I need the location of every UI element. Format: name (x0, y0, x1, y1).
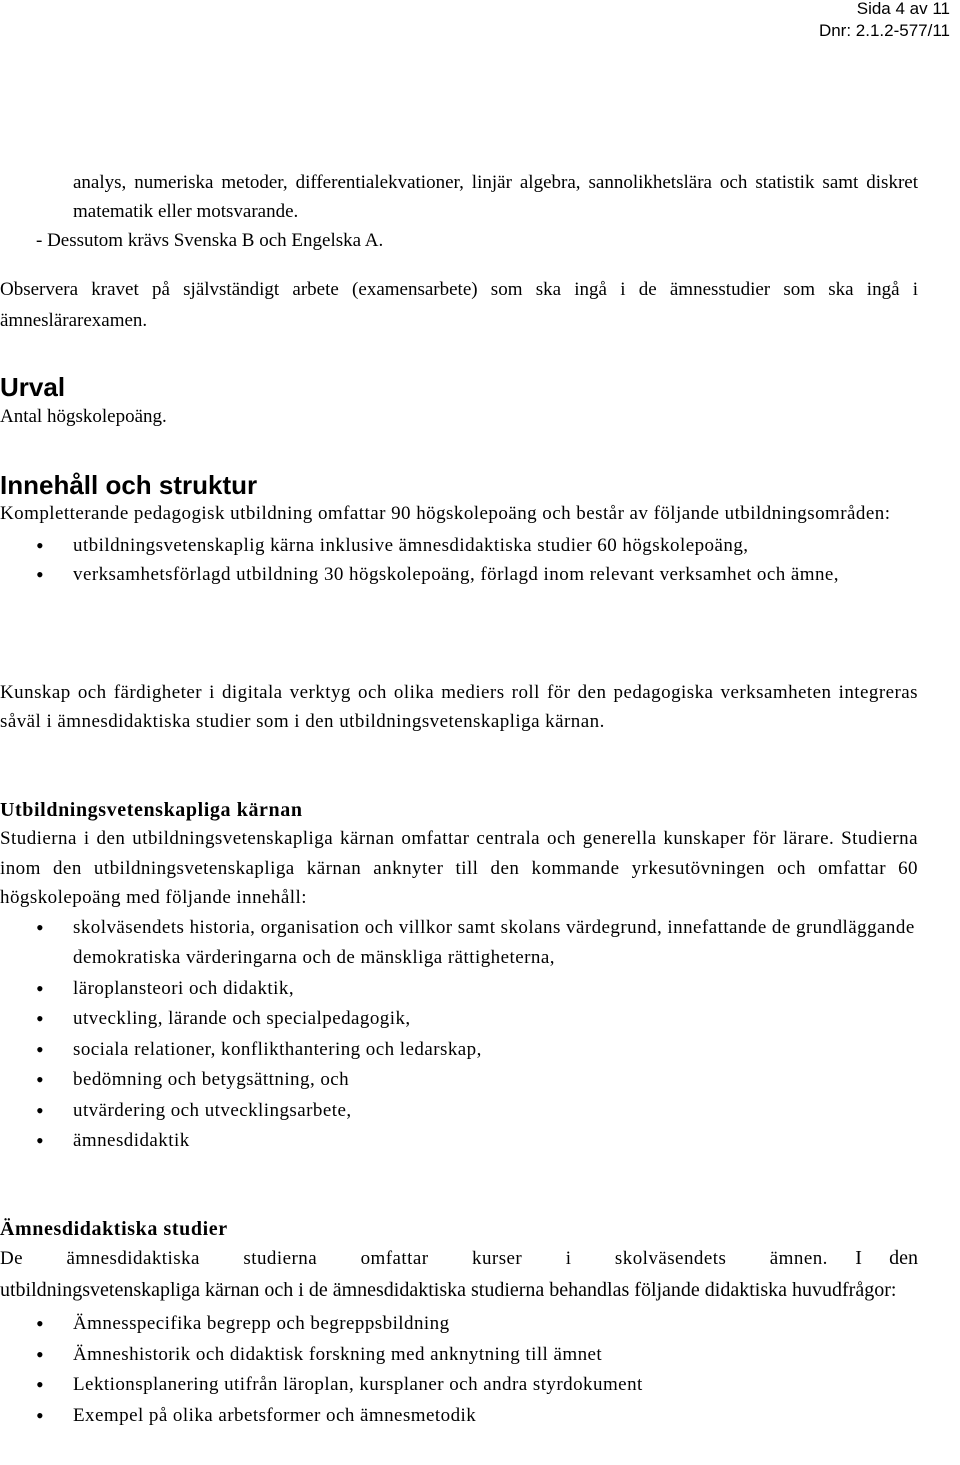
content-section (0, 470, 918, 589)
list-item: • Exempel på olika arbetsformer och ämnesmetodik (0, 1401, 918, 1432)
urval-heading: Urval (0, 372, 66, 402)
list-item: • sociala relationer, konflikthantering och ledarskap, (0, 1035, 918, 1066)
didactic-text-a: De ämnesdidaktiska studierna omfattar kurser i skolväsendets ämnen. (0, 1248, 828, 1269)
list-item: • utveckling, lärande och specialpedagogik, (0, 1004, 918, 1035)
list-item: • utbildningsvetenskaplig kärna inklusive ämnesdidaktiska studier 60 högskolepoäng, (0, 531, 918, 560)
list-item: • Ämneshistorik och didaktisk forskning med anknytning till ämnet (0, 1340, 918, 1371)
observe-text: Observera kravet på självständigt arbete (examensarbete) som ska ingå i de ämnesstudier som ska ingå i ämneslärarexamen. (0, 279, 918, 331)
list-item: • utvärdering och utvecklingsarbete, (0, 1096, 918, 1127)
didactic-list (0, 1309, 918, 1431)
list-item: • skolväsendets historia, organisation och villkor samt skolans värdegrund, innefattande de grundläggande demokratiska värderingarna och de mänskliga rättigheterna, (0, 913, 918, 974)
digital-section (0, 678, 918, 736)
list-item: • bedömning och betygsättning, och (0, 1065, 918, 1096)
core-section (0, 797, 918, 1157)
language-requirement: - Dessutom krävs Svenska B och Engelska A. (36, 230, 384, 251)
list-item: • ämnesdidaktik (0, 1126, 918, 1157)
list-item: • Lektionsplanering utifrån läroplan, kursplaner och andra styrdokument (0, 1370, 918, 1401)
digital-text: Kunskap och färdigheter i digitala verktyg och olika mediers roll för den pedagogiska verksamheten integreras såväl i ämnesdidaktiska studier som i den utbildningsvetenskapliga kärnan. (0, 682, 918, 732)
observe-paragraph (0, 274, 918, 336)
core-heading: Utbildningsvetenskapliga kärnan (0, 799, 303, 821)
urval-section (0, 372, 918, 432)
content-text: Kompletterande pedagogisk utbildning omfattar 90 högskolepoäng och består av följande utbildningsområden: (0, 503, 891, 524)
urval-text: Antal högskolepoäng. (0, 406, 167, 427)
content-list (0, 531, 918, 589)
didactic-text-b: I den utbildningsvetenskapliga kärnan och i de ämnesdidaktiska studierna behandlas följande didaktiska huvudfrågor: (0, 1247, 919, 1301)
page-number: Sida 4 av 11 (856, 0, 950, 18)
document-reference: Dnr: 2.1.2-577/11 (818, 21, 950, 40)
list-item: • Ämnesspecifika begrepp och begreppsbildning (0, 1309, 918, 1340)
didactic-section (0, 1215, 918, 1431)
didactic-text (0, 1243, 918, 1306)
didactic-heading: Ämnesdidaktiska studier (0, 1218, 228, 1240)
core-text: Studierna i den utbildningsvetenskapliga kärnan omfattar centrala och generella kunskaper för lärare. Studierna inom den utbildningsvetenskapliga kärnan anknyter till den kommande yrkesutövningen och omfattar 60 högskolepoäng med följande innehåll: (0, 828, 918, 908)
intro-paragraph: analys, numeriska metoder, differentialekvationer, linjär algebra, sannolikhetslära och statistik samt diskret matematik eller motsvarande. (73, 172, 918, 222)
intro-section (0, 168, 918, 255)
list-item: • verksamhetsförlagd utbildning 30 högskolepoäng, förlagd inom relevant verksamhet och ämne, (0, 560, 918, 589)
content-heading: Innehåll och struktur (0, 470, 258, 500)
core-list (0, 913, 918, 1157)
list-item: • läroplansteori och didaktik, (0, 974, 918, 1005)
